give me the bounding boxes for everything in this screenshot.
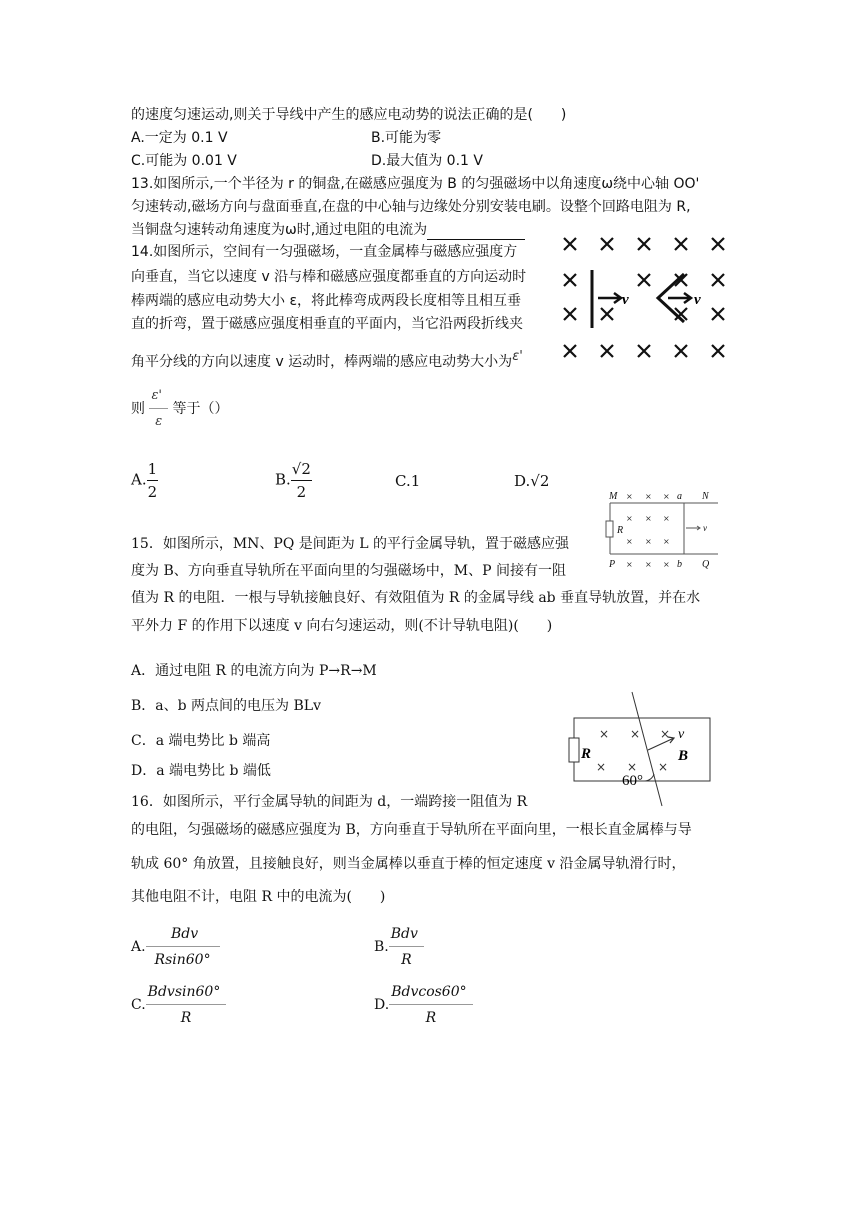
label-q: Q [702,559,710,570]
q16-line-2: 的电阻，匀强磁场的磁感应强度为 B，方向垂直于导轨所在平面向里，一根长直金属棒与导 [131,822,692,838]
svg-text:×: × [645,560,652,569]
q16-option-a-fraction [146,924,220,970]
q14-option-d: D.√2 [514,472,550,490]
svg-text:×: × [626,560,633,569]
velocity-arrow-2 [668,293,691,303]
question-12-stem-end: 的速度匀速运动,则关于导线中产生的感应电动势的说法正确的是( ) [131,107,567,123]
q14-option-b-label: B. [275,470,291,489]
resistor-r [569,738,579,762]
q14-ratio-prefix: 则 [131,401,145,417]
q13-line-3-text: 当铜盘匀速转动角速度为ω时,通过电阻的电流为 [131,222,428,238]
q16-option-b [374,924,424,970]
svg-text:×: × [596,760,607,774]
q14-line-5-text: 角平分线的方向以速度 v 运动时，棒两端的感应电动势大小为 [131,354,513,370]
q16-line-1: 16．如图所示，平行金属导轨的间距为 d，一端跨接一阻值为 R [131,794,528,810]
q14-ratio-fraction [149,386,168,432]
q15-option-b: B．a、b 两点间的电压为 BLv [131,698,321,714]
svg-text:×: × [630,727,641,741]
velocity-label-1: v [622,292,629,308]
q16-line-3: 轨成 60° 角放置，且接触良好，则当金属棒以垂直于棒的恒定速度 v 沿金属导轨滑行时， [131,856,686,872]
q16-option-b-fraction [389,924,424,970]
svg-text:×: × [663,514,670,523]
label-m: M [609,491,618,502]
field-crosses [626,492,670,569]
q14-line-5 [131,347,523,372]
svg-text:×: × [645,514,652,523]
q16-option-c-denominator: R [180,1010,192,1026]
svg-text:×: × [627,760,638,774]
rail-frame [574,718,710,781]
svg-text:×: × [663,560,670,569]
svg-text:×: × [660,727,671,741]
q16-option-c-fraction [146,982,227,1028]
q16-option-c [131,982,226,1028]
q14-option-a-denominator: 2 [147,483,158,501]
q14-line-3: 棒两端的感应电动势大小 ε，将此棒弯成两段长度相等且相互垂 [131,293,522,309]
q13-line-1: 13.如图所示,一个半径为 r 的铜盘,在磁感应强度为 B 的匀强磁场中以角速度ω绕中心轴 OO' [131,176,700,192]
figure-14-magnetic-field [556,232,732,364]
svg-text:×: × [663,492,670,501]
q14-option-b-numerator: √2 [291,459,312,481]
q16-line-4: 其他电阻不计，电阻 R 中的电流为( ) [131,889,386,905]
q16-option-c-label: C. [131,997,146,1013]
angle-label: 60° [622,773,643,789]
q16-option-a [131,924,220,970]
svg-text:×: × [599,727,610,741]
label-v: v [678,727,685,742]
q16-option-c-numerator: Bdvsin60° [146,982,227,1005]
svg-text:×: × [663,537,670,546]
q16-option-d-numerator: Bdvcos60° [389,982,472,1005]
q12-option-c: C.可能为 0.01 V [131,153,237,169]
q12-option-a: A.一定为 0.1 V [131,130,228,146]
svg-text:×: × [626,537,633,546]
label-b: B [678,748,689,764]
q15-line-3: 值为 R 的电阻．一根与导轨接触良好、有效阻值为 R 的金属导线 ab 垂直导轨放置，并在水 [131,590,701,606]
svg-text:×: × [626,514,633,523]
label-n: N [702,491,709,502]
figure-16-slanted-rod [566,690,714,810]
q14-option-b-denominator: 2 [296,483,307,501]
q16-option-d [374,982,473,1028]
q16-option-d-label: D. [374,997,390,1013]
q16-option-b-numerator: Bdv [389,924,424,947]
label-a: a [677,491,682,502]
q16-option-a-label: A. [131,939,146,955]
label-r: R [581,746,592,762]
q14-option-a-numerator: 1 [147,459,159,481]
angle-arc [644,774,654,781]
q14-ratio-numerator: ε' [149,386,168,409]
q15-option-c: C．a 端电势比 b 端高 [131,733,271,749]
q16-option-d-fraction [389,982,472,1028]
velocity-arrow-1 [598,293,621,303]
q15-line-2: 度为 B、方向垂直导轨所在平面向里的匀强磁场中，M、P 间接有一阻 [131,563,566,579]
velocity-arrow [686,526,700,530]
q12-option-d: D.最大值为 0.1 V [371,153,483,169]
q14-option-a-fraction [147,459,159,502]
epsilon-prime-symbol: ε' [512,349,523,364]
svg-text:×: × [626,492,633,501]
resistor-r [606,521,613,537]
q12-option-b: B.可能为零 [371,130,442,146]
q16-option-a-numerator: Bdv [146,924,220,947]
q16-option-d-denominator: R [425,1010,437,1026]
q14-ratio-line [131,386,228,432]
velocity-label-2: v [694,292,701,308]
q14-ratio-denominator: ε [155,414,163,429]
q14-option-a [131,459,158,502]
label-p: P [609,559,616,570]
q14-option-a-label: A. [131,470,147,489]
label-r: R [617,525,624,536]
q14-option-b-fraction [291,459,312,502]
q13-answer-blank [427,225,525,240]
q14-line-1: 14.如图所示，空间有一匀强磁场，一直金属棒与磁感应强度方 [131,244,518,260]
q13-line-3 [131,220,525,240]
label-v: v [703,523,707,533]
q13-line-2: 匀速转动,磁场方向与盘面垂直,在盘的中心轴与边缘处分别安装电刷。设整个回路电阻为 R, [131,199,691,215]
q15-option-a: A．通过电阻 R 的电流方向为 P→R→M [131,663,377,679]
q14-ratio-suffix: 等于（） [172,401,229,417]
svg-text:×: × [645,537,652,546]
field-crosses [596,727,670,774]
q16-option-a-denominator: Rsin60° [154,952,211,968]
q16-option-b-label: B. [374,939,389,955]
svg-text:×: × [645,492,652,501]
q15-line-1: 15．如图所示，MN、PQ 是间距为 L 的平行金属导轨，置于磁感应强 [131,536,569,552]
q15-option-d: D．a 端电势比 b 端低 [131,763,271,779]
q14-option-b [275,459,312,502]
svg-text:×: × [658,760,669,774]
q15-line-4: 平外力 F 的作用下以速度 v 向右匀速运动，则(不计导轨电阻)( ) [131,618,553,634]
q14-line-2: 向垂直，当它以速度 v 沿与棒和磁感应强度都垂直的方向运动时 [131,269,527,285]
figure-15-rails [600,488,720,572]
q14-option-c: C.1 [395,472,421,490]
label-b: b [677,559,682,570]
q14-line-4: 直的折弯，置于磁感应强度相垂直的平面内，当它沿两段折线夹 [131,316,523,332]
q16-option-b-denominator: R [401,952,412,968]
